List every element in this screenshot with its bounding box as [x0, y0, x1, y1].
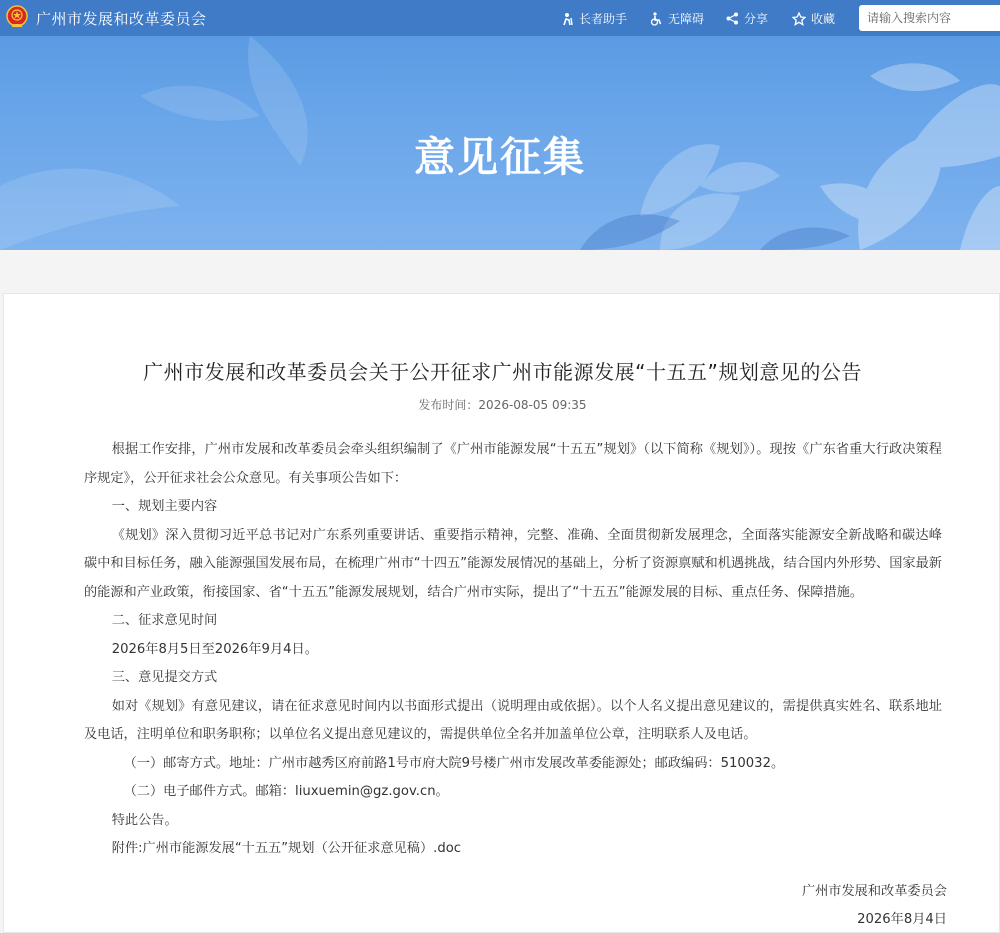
elder-assistant-label: 长者助手: [579, 12, 628, 26]
section-heading-2: 二、征求意见时间: [111, 613, 218, 628]
national-emblem-icon[interactable]: [6, 5, 28, 29]
share-icon: [726, 12, 739, 25]
share-label: 分享: [744, 12, 769, 26]
banner-title: 意见征集: [414, 133, 586, 181]
paragraph-email: （二）电子邮件方式。邮箱：liuxuemin@gz.gov.cn。: [123, 784, 449, 799]
accessibility-icon: [649, 12, 663, 26]
elder-assistant-button[interactable]: [560, 10, 627, 27]
section-heading-1: 一、规划主要内容: [111, 499, 218, 514]
favorite-button[interactable]: [792, 10, 835, 27]
elder-assistant-icon: [560, 12, 574, 26]
article-panel: [3, 293, 1000, 933]
paragraph-mail: （一）邮寄方式。地址：广州市越秀区府前路1号市府大院9号楼广州市发展改革委能源处；邮政编码：510032。: [123, 755, 785, 771]
site-name[interactable]: 广州市发展和改革委员会: [36, 10, 207, 28]
paragraph-period: 2026年8月5日至2026年9月4日。: [111, 641, 318, 657]
accessibility-button[interactable]: [649, 10, 704, 27]
banner: [0, 36, 1000, 250]
favorite-label: 收藏: [811, 12, 836, 26]
article-title: 广州市发展和改革委员会关于公开征求广州市能源发展“十五五”规划意见的公告: [143, 360, 862, 384]
spacer: [0, 250, 1000, 293]
article-body: [84, 436, 942, 864]
star-icon: [792, 12, 806, 26]
paragraph-submission: 如对《规划》有意见建议，请在征求意见时间内以书面形式提出（说明理由或依据）。以个人名义提出意见建议的，需提供真实姓名、联系地址及电话，注明单位和职务职称；以单位名义提出意见建议的，需提供单位全名并加盖单位公章，注明联系人及电话。: [84, 698, 942, 742]
share-button[interactable]: [726, 10, 768, 27]
accessibility-label: 无障碍: [668, 12, 705, 26]
paragraph-closing: 特此公告。: [111, 812, 178, 828]
paragraph-intro: 根据工作安排，广州市发展和改革委员会牵头组织编制了《广州市能源发展“十五五”规划》（以下简称《规划》）。现按《广东省重大行政决策程序规定》，公开征求社会公众意见。有关事项公告如下：: [84, 442, 942, 486]
attachment-link[interactable]: 附件:广州市能源发展“十五五”规划（公开征求意见稿）.doc: [111, 841, 462, 856]
signature: 广州市发展和改革委员会: [801, 884, 947, 899]
paragraph-content: 《规划》深入贯彻习近平总书记对广东系列重要讲话、重要指示精神，完整、准确、全面贯彻新发展理念，全面落实能源安全新战略和碳达峰碳中和目标任务，融入能源强国发展布局，在梳理广州市“十四五”能源发展情况的基础上，分析了资源禀赋和机遇挑战，结合国内外形势、国家最新的能源和产业政策，衔接国家、省“十五五”能源发展规划，结合广州市实际，提出了“十五五”能源发展的目标、重点任务、保障措施。: [84, 527, 942, 600]
section-heading-3: 三、意见提交方式: [111, 670, 218, 685]
search-input[interactable]: [859, 5, 1000, 31]
signature-date: 2026年8月4日: [857, 912, 947, 927]
publish-time: 发布时间：2026-08-05 09:35: [418, 398, 587, 412]
top-bar: [0, 0, 1000, 36]
